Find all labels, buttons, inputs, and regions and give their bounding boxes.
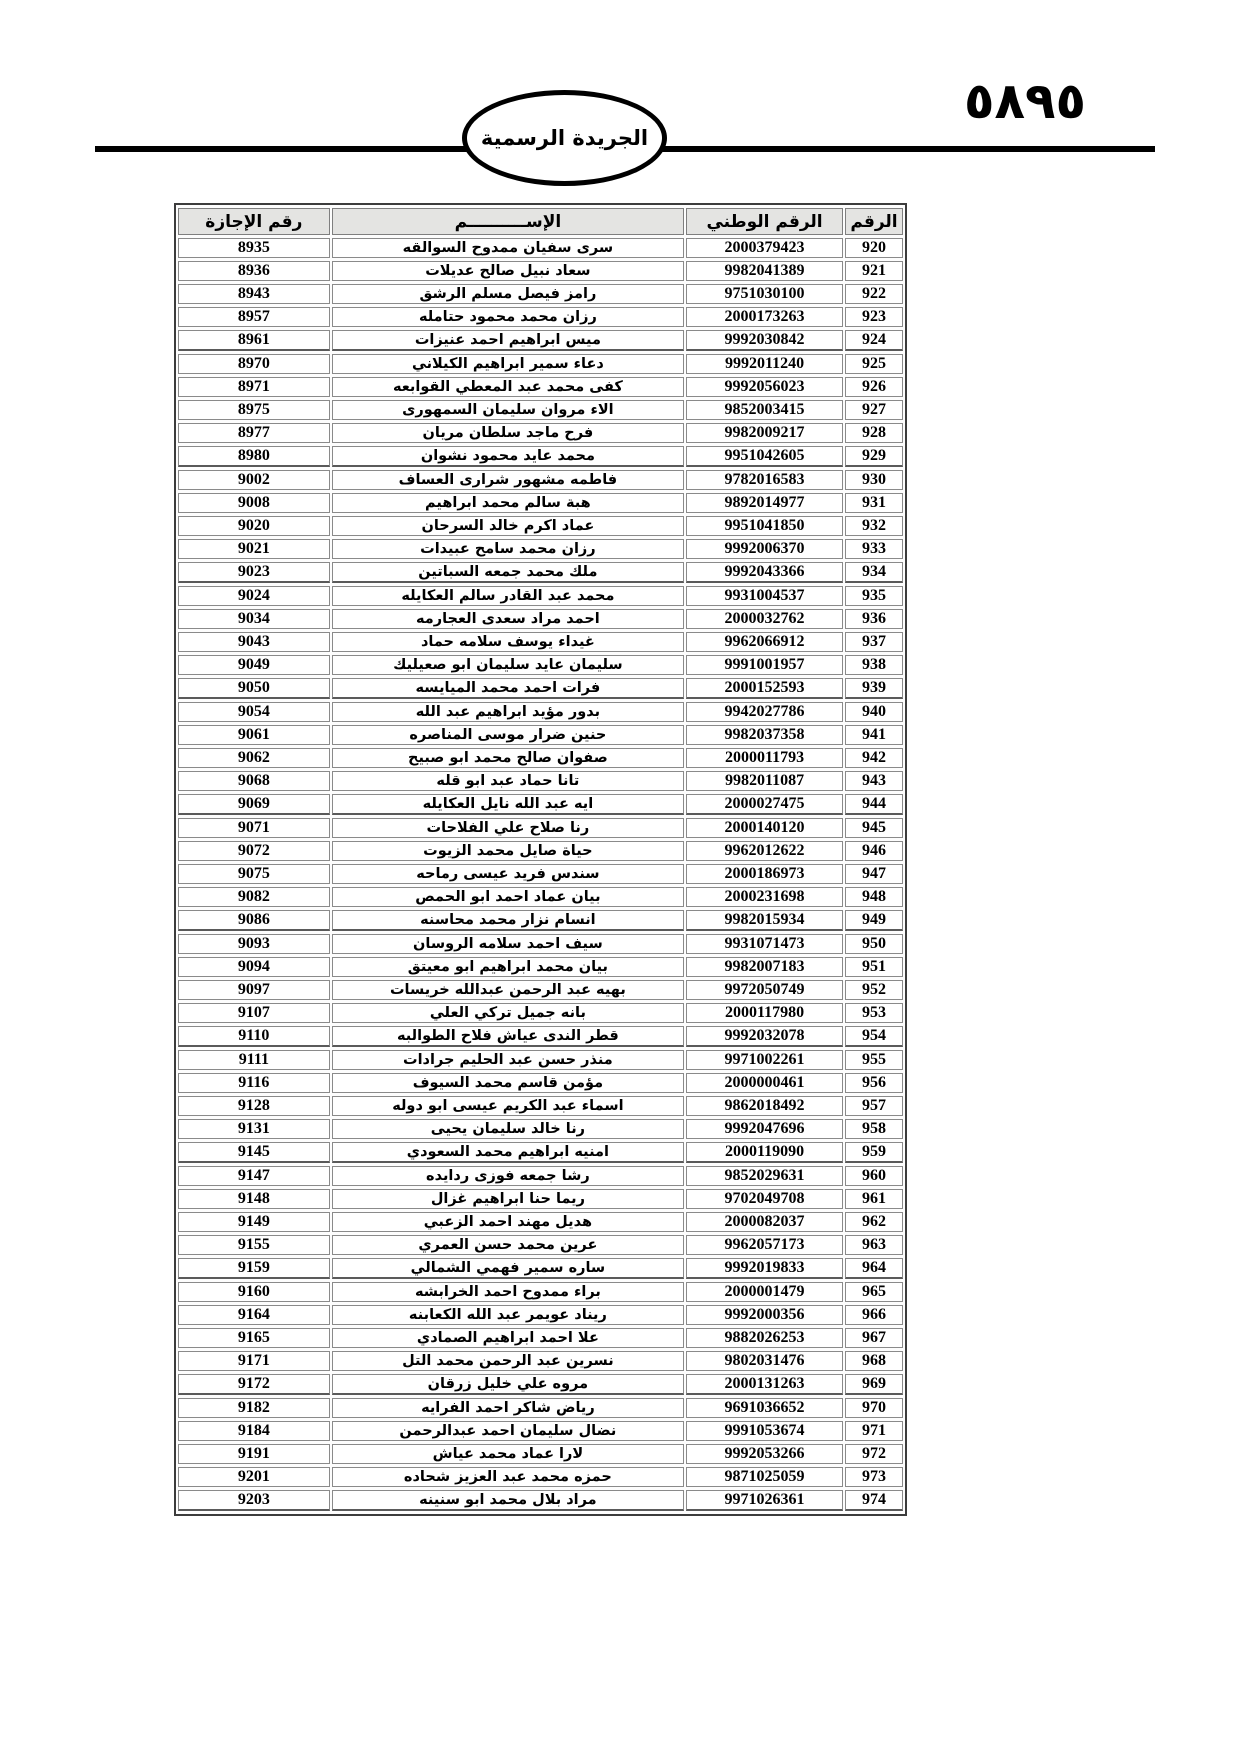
license-number-cell: 9201 <box>178 1467 330 1487</box>
license-number-cell: 9082 <box>178 887 330 907</box>
name-cell: بيان محمد ابراهيم ابو معيتق <box>332 957 684 977</box>
serial-cell: 949 <box>845 910 903 931</box>
license-number-cell: 9155 <box>178 1235 330 1255</box>
license-number-cell: 9182 <box>178 1398 330 1418</box>
name-cell: صفوان صالح محمد ابو صبيح <box>332 748 684 768</box>
national-id-cell: 9882026253 <box>686 1328 843 1348</box>
national-id-cell: 9691036652 <box>686 1398 843 1418</box>
national-id-cell: 9982015934 <box>686 910 843 931</box>
page-number: ٥٨٩٥ <box>963 72 1087 130</box>
name-cell: مروه علي خليل زرقان <box>332 1374 684 1395</box>
license-number-cell: 8957 <box>178 307 330 327</box>
national-id-cell: 2000082037 <box>686 1212 843 1232</box>
name-cell: قطر الندى عياش فلاح الطوالبه <box>332 1026 684 1047</box>
name-cell: رامز فيصل مسلم الرشق <box>332 284 684 304</box>
name-cell: رشا جمعه فوزى ردايده <box>332 1166 684 1186</box>
table-row <box>178 678 903 699</box>
table-row <box>178 957 903 977</box>
license-number-cell: 8936 <box>178 261 330 281</box>
serial-cell: 920 <box>845 238 903 258</box>
license-number-cell: 9072 <box>178 841 330 861</box>
name-cell: سيف احمد سلامه الروسان <box>332 934 684 954</box>
serial-cell: 944 <box>845 794 903 815</box>
license-number-cell: 9107 <box>178 1003 330 1023</box>
serial-cell: 948 <box>845 887 903 907</box>
name-cell: انسام نزار محمد محاسنه <box>332 910 684 931</box>
name-cell: كفى محمد عبد المعطي القوابعه <box>332 377 684 397</box>
serial-cell: 927 <box>845 400 903 420</box>
serial-cell: 964 <box>845 1258 903 1279</box>
name-cell: عرين محمد حسن العمري <box>332 1235 684 1255</box>
national-id-cell: 9991053674 <box>686 1421 843 1441</box>
name-cell: سرى سفيان ممدوح السوالقه <box>332 238 684 258</box>
name-cell: ملك محمد جمعه السباتين <box>332 562 684 583</box>
column-header-national-id: الرقم الوطني <box>686 208 843 235</box>
national-id-cell: 9852029631 <box>686 1166 843 1186</box>
national-id-cell: 9992053266 <box>686 1444 843 1464</box>
license-number-cell: 9075 <box>178 864 330 884</box>
column-header-license: رقم الإجازة <box>178 208 330 235</box>
national-id-cell: 9992019833 <box>686 1258 843 1279</box>
table-row <box>178 1305 903 1325</box>
serial-cell: 946 <box>845 841 903 861</box>
name-cell: بانه جميل تركي العلي <box>332 1003 684 1023</box>
national-id-cell: 9852003415 <box>686 400 843 420</box>
table-row <box>178 1444 903 1464</box>
serial-cell: 962 <box>845 1212 903 1232</box>
name-cell: غيداء يوسف سلامه حماد <box>332 632 684 652</box>
license-number-cell: 8980 <box>178 446 330 467</box>
serial-cell: 957 <box>845 1096 903 1116</box>
national-id-cell: 2000117980 <box>686 1003 843 1023</box>
serial-cell: 922 <box>845 284 903 304</box>
table-row <box>178 771 903 791</box>
table-row <box>178 609 903 629</box>
records-table <box>174 203 907 1516</box>
table-row <box>178 1235 903 1255</box>
license-number-cell: 9172 <box>178 1374 330 1395</box>
table-row <box>178 818 903 838</box>
name-cell: ريناد عويمر عبد الله الكعابنه <box>332 1305 684 1325</box>
national-id-cell: 9992011240 <box>686 354 843 374</box>
table-row <box>178 702 903 722</box>
table-row <box>178 632 903 652</box>
license-number-cell: 9110 <box>178 1026 330 1047</box>
records-table-container <box>174 203 907 1516</box>
table-row <box>178 446 903 467</box>
serial-cell: 953 <box>845 1003 903 1023</box>
license-number-cell: 9008 <box>178 493 330 513</box>
license-number-cell: 9020 <box>178 516 330 536</box>
license-number-cell: 9024 <box>178 586 330 606</box>
national-id-cell: 9871025059 <box>686 1467 843 1487</box>
serial-cell: 967 <box>845 1328 903 1348</box>
national-id-cell: 9982041389 <box>686 261 843 281</box>
national-id-cell: 2000379423 <box>686 238 843 258</box>
national-id-cell: 2000131263 <box>686 1374 843 1395</box>
name-cell: مؤمن قاسم محمد السيوف <box>332 1073 684 1093</box>
serial-cell: 925 <box>845 354 903 374</box>
serial-cell: 950 <box>845 934 903 954</box>
name-cell: اسماء عبد الكريم عيسى ابو دوله <box>332 1096 684 1116</box>
national-id-cell: 9931004537 <box>686 586 843 606</box>
national-id-cell: 2000027475 <box>686 794 843 815</box>
name-cell: سليمان عايد سليمان ابو صعيليك <box>332 655 684 675</box>
license-number-cell: 9203 <box>178 1490 330 1511</box>
name-cell: محمد عايد محمود نشوان <box>332 446 684 467</box>
table-row <box>178 539 903 559</box>
serial-cell: 969 <box>845 1374 903 1395</box>
name-cell: احمد مراد سعدى العجارمه <box>332 609 684 629</box>
license-number-cell: 9062 <box>178 748 330 768</box>
license-number-cell: 9111 <box>178 1050 330 1070</box>
table-row <box>178 562 903 583</box>
name-cell: محمد عبد القادر سالم العكايله <box>332 586 684 606</box>
national-id-cell: 2000173263 <box>686 307 843 327</box>
national-id-cell: 9971002261 <box>686 1050 843 1070</box>
license-number-cell: 9159 <box>178 1258 330 1279</box>
serial-cell: 972 <box>845 1444 903 1464</box>
serial-cell: 966 <box>845 1305 903 1325</box>
license-number-cell: 9049 <box>178 655 330 675</box>
table-row <box>178 725 903 745</box>
national-id-cell: 9992047696 <box>686 1119 843 1139</box>
table-row <box>178 1073 903 1093</box>
serial-cell: 965 <box>845 1282 903 1302</box>
name-cell: الاء مروان سليمان السمهورى <box>332 400 684 420</box>
national-id-cell: 9992032078 <box>686 1026 843 1047</box>
national-id-cell: 9702049708 <box>686 1189 843 1209</box>
national-id-cell: 9751030100 <box>686 284 843 304</box>
serial-cell: 960 <box>845 1166 903 1186</box>
name-cell: ريما حنا ابراهيم غزال <box>332 1189 684 1209</box>
name-cell: نسرين عبد الرحمن محمد التل <box>332 1351 684 1371</box>
table-row <box>178 1374 903 1395</box>
national-id-cell: 2000186973 <box>686 864 843 884</box>
serial-cell: 958 <box>845 1119 903 1139</box>
license-number-cell: 9131 <box>178 1119 330 1139</box>
table-row <box>178 1212 903 1232</box>
serial-cell: 936 <box>845 609 903 629</box>
journal-title: الجريدة الرسمية <box>480 126 649 150</box>
table-row <box>178 1490 903 1511</box>
serial-cell: 939 <box>845 678 903 699</box>
name-cell: رزان محمد محمود حتامله <box>332 307 684 327</box>
license-number-cell: 8977 <box>178 423 330 443</box>
table-row <box>178 1258 903 1279</box>
national-id-cell: 9982037358 <box>686 725 843 745</box>
license-number-cell: 9094 <box>178 957 330 977</box>
table-row <box>178 887 903 907</box>
name-cell: لارا عماد محمد عياش <box>332 1444 684 1464</box>
license-number-cell: 9148 <box>178 1189 330 1209</box>
national-id-cell: 9971026361 <box>686 1490 843 1511</box>
name-cell: حمزه محمد عبد العزيز شحاده <box>332 1467 684 1487</box>
license-number-cell: 8975 <box>178 400 330 420</box>
national-id-cell: 9992006370 <box>686 539 843 559</box>
national-id-cell: 9782016583 <box>686 470 843 490</box>
serial-cell: 942 <box>845 748 903 768</box>
table-row <box>178 1096 903 1116</box>
serial-cell: 974 <box>845 1490 903 1511</box>
license-number-cell: 9149 <box>178 1212 330 1232</box>
table-row <box>178 1328 903 1348</box>
serial-cell: 924 <box>845 330 903 351</box>
serial-cell: 926 <box>845 377 903 397</box>
serial-cell: 971 <box>845 1421 903 1441</box>
serial-cell: 931 <box>845 493 903 513</box>
license-number-cell: 9147 <box>178 1166 330 1186</box>
serial-cell: 956 <box>845 1073 903 1093</box>
license-number-cell: 8943 <box>178 284 330 304</box>
national-id-cell: 9951041850 <box>686 516 843 536</box>
table-row <box>178 1142 903 1163</box>
national-id-cell: 9962066912 <box>686 632 843 652</box>
national-id-cell: 2000152593 <box>686 678 843 699</box>
table-row <box>178 377 903 397</box>
table-row <box>178 1189 903 1209</box>
national-id-cell: 2000001479 <box>686 1282 843 1302</box>
license-number-cell: 8971 <box>178 377 330 397</box>
table-row <box>178 330 903 351</box>
serial-cell: 959 <box>845 1142 903 1163</box>
name-cell: بيان عماد احمد ابو الحمص <box>332 887 684 907</box>
national-id-cell: 2000140120 <box>686 818 843 838</box>
table-row <box>178 980 903 1000</box>
national-id-cell: 9972050749 <box>686 980 843 1000</box>
table-row <box>178 1351 903 1371</box>
serial-cell: 933 <box>845 539 903 559</box>
license-number-cell: 9043 <box>178 632 330 652</box>
name-cell: ايه عبد الله نايل العكايله <box>332 794 684 815</box>
name-cell: رنا خالد سليمان يحيى <box>332 1119 684 1139</box>
name-cell: هبة سالم محمد ابراهيم <box>332 493 684 513</box>
table-row <box>178 864 903 884</box>
license-number-cell: 9097 <box>178 980 330 1000</box>
serial-cell: 945 <box>845 818 903 838</box>
national-id-cell: 9931071473 <box>686 934 843 954</box>
national-id-cell: 9992000356 <box>686 1305 843 1325</box>
journal-title-oval <box>462 90 667 186</box>
national-id-cell: 2000032762 <box>686 609 843 629</box>
name-cell: منذر حسن عبد الحليم جرادات <box>332 1050 684 1070</box>
table-row <box>178 586 903 606</box>
name-cell: سندس فريد عيسى رماحه <box>332 864 684 884</box>
table-row <box>178 493 903 513</box>
table-row <box>178 841 903 861</box>
table-row <box>178 1166 903 1186</box>
table-row <box>178 1050 903 1070</box>
license-number-cell: 9068 <box>178 771 330 791</box>
national-id-cell: 9892014977 <box>686 493 843 513</box>
license-number-cell: 9093 <box>178 934 330 954</box>
table-row <box>178 1026 903 1047</box>
table-row <box>178 261 903 281</box>
national-id-cell: 2000000461 <box>686 1073 843 1093</box>
license-number-cell: 9069 <box>178 794 330 815</box>
license-number-cell: 9050 <box>178 678 330 699</box>
table-row <box>178 1421 903 1441</box>
name-cell: ساره سمير فهمي الشمالي <box>332 1258 684 1279</box>
license-number-cell: 9071 <box>178 818 330 838</box>
serial-cell: 973 <box>845 1467 903 1487</box>
license-number-cell: 9145 <box>178 1142 330 1163</box>
license-number-cell: 8970 <box>178 354 330 374</box>
name-cell: رزان محمد سامح عبيدات <box>332 539 684 559</box>
table-row <box>178 238 903 258</box>
table-row <box>178 354 903 374</box>
name-cell: هديل مهند احمد الزعبي <box>332 1212 684 1232</box>
table-row <box>178 934 903 954</box>
name-cell: حياة صايل محمد الزيوت <box>332 841 684 861</box>
serial-cell: 961 <box>845 1189 903 1209</box>
name-cell: مراد بلال محمد ابو سنينه <box>332 1490 684 1511</box>
name-cell: فرات احمد محمد الميايسه <box>332 678 684 699</box>
name-cell: فاطمه مشهور شرارى العساف <box>332 470 684 490</box>
name-cell: بهيه عبد الرحمن عبدالله خريسات <box>332 980 684 1000</box>
name-cell: رنا صلاح علي الفلاحات <box>332 818 684 838</box>
table-row <box>178 470 903 490</box>
license-number-cell: 9002 <box>178 470 330 490</box>
national-id-cell: 9862018492 <box>686 1096 843 1116</box>
license-number-cell: 9184 <box>178 1421 330 1441</box>
serial-cell: 951 <box>845 957 903 977</box>
license-number-cell: 9165 <box>178 1328 330 1348</box>
serial-cell: 941 <box>845 725 903 745</box>
name-cell: فرح ماجد سلطان مريان <box>332 423 684 443</box>
table-header-row <box>178 208 903 235</box>
national-id-cell: 9802031476 <box>686 1351 843 1371</box>
column-header-serial: الرقم <box>845 208 903 235</box>
national-id-cell: 2000011793 <box>686 748 843 768</box>
license-number-cell: 9160 <box>178 1282 330 1302</box>
table-row <box>178 423 903 443</box>
name-cell: علا احمد ابراهيم الصمادي <box>332 1328 684 1348</box>
table-row <box>178 284 903 304</box>
national-id-cell: 9991001957 <box>686 655 843 675</box>
name-cell: تانا حماد عبد ابو قله <box>332 771 684 791</box>
table-row <box>178 748 903 768</box>
license-number-cell: 9171 <box>178 1351 330 1371</box>
name-cell: ميس ابراهيم احمد عنيزات <box>332 330 684 351</box>
national-id-cell: 2000119090 <box>686 1142 843 1163</box>
national-id-cell: 9982007183 <box>686 957 843 977</box>
national-id-cell: 9992030842 <box>686 330 843 351</box>
national-id-cell: 9962012622 <box>686 841 843 861</box>
license-number-cell: 9116 <box>178 1073 330 1093</box>
serial-cell: 970 <box>845 1398 903 1418</box>
serial-cell: 954 <box>845 1026 903 1047</box>
serial-cell: 955 <box>845 1050 903 1070</box>
national-id-cell: 9992043366 <box>686 562 843 583</box>
serial-cell: 932 <box>845 516 903 536</box>
serial-cell: 937 <box>845 632 903 652</box>
name-cell: براء ممدوح احمد الخرابشه <box>332 1282 684 1302</box>
table-row <box>178 1003 903 1023</box>
serial-cell: 930 <box>845 470 903 490</box>
name-cell: سعاد نبيل صالح عديلات <box>332 261 684 281</box>
license-number-cell: 9191 <box>178 1444 330 1464</box>
license-number-cell: 9086 <box>178 910 330 931</box>
table-row <box>178 400 903 420</box>
serial-cell: 934 <box>845 562 903 583</box>
name-cell: نضال سليمان احمد عبدالرحمن <box>332 1421 684 1441</box>
name-cell: عماد اكرم خالد السرحان <box>332 516 684 536</box>
serial-cell: 947 <box>845 864 903 884</box>
table-row <box>178 516 903 536</box>
name-cell: بدور مؤيد ابراهيم عبد الله <box>332 702 684 722</box>
serial-cell: 935 <box>845 586 903 606</box>
national-id-cell: 9942027786 <box>686 702 843 722</box>
national-id-cell: 9962057173 <box>686 1235 843 1255</box>
license-number-cell: 9061 <box>178 725 330 745</box>
license-number-cell: 8961 <box>178 330 330 351</box>
name-cell: حنين ضرار موسى المناصره <box>332 725 684 745</box>
table-row <box>178 1282 903 1302</box>
table-row <box>178 307 903 327</box>
serial-cell: 963 <box>845 1235 903 1255</box>
serial-cell: 921 <box>845 261 903 281</box>
national-id-cell: 2000231698 <box>686 887 843 907</box>
license-number-cell: 9128 <box>178 1096 330 1116</box>
table-row <box>178 655 903 675</box>
license-number-cell: 9034 <box>178 609 330 629</box>
name-cell: رياض شاكر احمد الفرايه <box>332 1398 684 1418</box>
table-row <box>178 1398 903 1418</box>
national-id-cell: 9992056023 <box>686 377 843 397</box>
serial-cell: 968 <box>845 1351 903 1371</box>
serial-cell: 940 <box>845 702 903 722</box>
serial-cell: 938 <box>845 655 903 675</box>
table-row <box>178 794 903 815</box>
serial-cell: 952 <box>845 980 903 1000</box>
license-number-cell: 9021 <box>178 539 330 559</box>
serial-cell: 943 <box>845 771 903 791</box>
column-header-name: الإســــــــــم <box>332 208 684 235</box>
table-row <box>178 1467 903 1487</box>
name-cell: امنيه ابراهيم محمد السعودي <box>332 1142 684 1163</box>
license-number-cell: 8935 <box>178 238 330 258</box>
table-row <box>178 910 903 931</box>
name-cell: دعاء سمير ابراهيم الكيلاني <box>332 354 684 374</box>
license-number-cell: 9164 <box>178 1305 330 1325</box>
serial-cell: 929 <box>845 446 903 467</box>
serial-cell: 928 <box>845 423 903 443</box>
table-row <box>178 1119 903 1139</box>
license-number-cell: 9023 <box>178 562 330 583</box>
national-id-cell: 9951042605 <box>686 446 843 467</box>
serial-cell: 923 <box>845 307 903 327</box>
national-id-cell: 9982009217 <box>686 423 843 443</box>
license-number-cell: 9054 <box>178 702 330 722</box>
national-id-cell: 9982011087 <box>686 771 843 791</box>
